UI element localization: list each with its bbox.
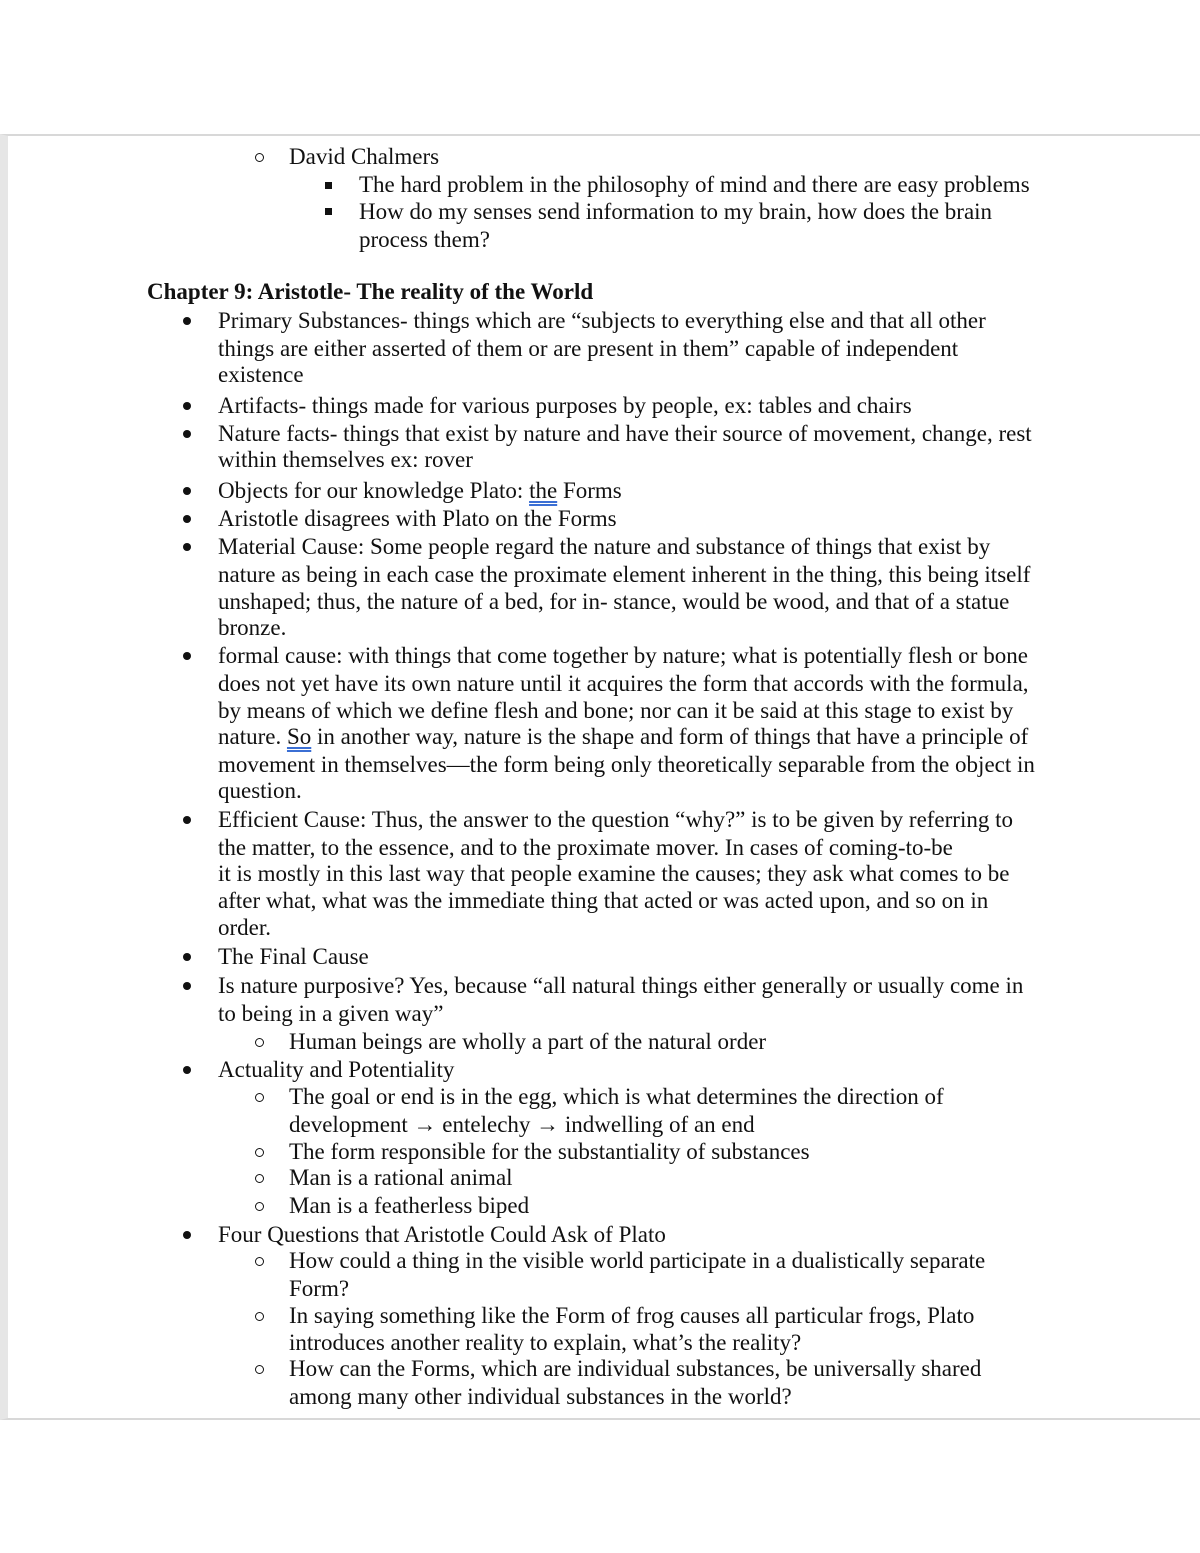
disc-bullet-icon [183,652,191,660]
sub-list-item-line: In saying something like the Form of frog causes all particular frogs, Plato [289,1303,975,1328]
list-item-line: Primary Substances- things which are “subjects to everything else and that all other [218,308,986,333]
list-item-line: Efficient Cause: Thus, the answer to the question “why?” is to be given by referring to [218,807,1013,832]
disc-bullet-icon [183,982,191,990]
disc-bullet-icon [183,317,191,325]
sub-list-item-line: How can the Forms, which are individual substances, be universally shared [289,1356,982,1381]
list-item-line: it is mostly in this last way that people examine the causes; they ask what comes to be [218,861,1010,886]
list-item-line: bronze. [218,615,287,640]
circle-bullet-icon [255,1365,264,1374]
list-item-line: Actuality and Potentiality [218,1057,455,1082]
list-item-line: question. [218,778,302,803]
disc-bullet-icon [183,515,191,523]
sub-list-item-line: introduces another reality to explain, what’s the reality? [289,1330,802,1355]
text-segment: in another way, nature is the shape and form of things that have a principle of [311,724,1029,749]
disc-bullet-icon [183,816,191,824]
circle-bullet-icon [255,1148,264,1157]
circle-bullet-icon [255,1174,264,1183]
disc-bullet-icon [183,487,191,495]
list-item-line: Nature facts- things that exist by nature and have their source of movement, change, rest [218,421,1032,446]
sub-list-item-line: The form responsible for the substantiality of substances [289,1139,810,1164]
sub-sub-item: How do my senses send information to my brain, how does the brain [359,199,993,224]
disc-bullet-icon [183,1231,191,1239]
sub-sub-item-continuation: process them? [359,227,490,252]
list-item-line: movement in themselves—the form being only theoretically separable from the object in [218,752,1035,777]
spellcheck-underlined-word: So [286,724,312,749]
sub-list-item-line: The goal or end is in the egg, which is what determines the direction of [289,1084,944,1109]
text-segment: Objects for our knowledge Plato: [218,478,530,503]
list-item-line [218,724,1028,751]
square-bullet-icon [325,208,332,215]
list-item-line: Four Questions that Aristotle Could Ask of Plato [218,1222,666,1247]
sub-list-item-line: among many other individual substances in the world? [289,1384,792,1409]
list-item-line: Material Cause: Some people regard the nature and substance of things that exist by [218,534,991,559]
circle-bullet-icon [255,1038,264,1047]
sub-sub-item: The hard problem in the philosophy of mind and there are easy problems [359,172,1030,197]
circle-bullet-icon [255,1093,264,1102]
list-item-line: unshaped; thus, the nature of a bed, for in- stance, would be wood, and that of a statue [218,589,1010,614]
list-item-line: Is nature purposive? Yes, because “all natural things either generally or usually come in [218,973,1024,998]
list-item-line: the matter, to the essence, and to the proximate mover. In cases of coming-to-be [218,835,953,860]
sub-list-item-line: development → entelechy → indwelling of an end [289,1112,755,1137]
circle-bullet-icon [255,1202,264,1211]
disc-bullet-icon [183,953,191,961]
list-item-line: The Final Cause [218,944,369,969]
list-item-line: existence [218,362,304,387]
list-item-line: after what, what was the immediate thing that acted or was acted upon, and so on in [218,888,989,913]
list-item-line: Artifacts- things made for various purposes by people, ex: tables and chairs [218,393,912,418]
square-bullet-icon [325,182,332,189]
spellcheck-underlined-word: the [529,478,558,503]
circle-bullet-icon [255,153,264,162]
sub-item-david-chalmers: David Chalmers [289,144,440,169]
disc-bullet-icon [183,543,191,551]
circle-bullet-icon [255,1257,264,1266]
chapter-heading: Chapter 9: Aristotle- The reality of the World [147,279,594,304]
sub-list-item-line: Human beings are wholly a part of the natural order [289,1029,767,1054]
disc-bullet-icon [183,1066,191,1074]
list-item-line: does not yet have its own nature until it acquires the form that accords with the formula, [218,671,1029,696]
list-item-line: within themselves ex: rover [218,447,473,472]
list-item-line: order. [218,915,272,940]
list-item-line: Aristotle disagrees with Plato on the Forms [218,506,617,531]
list-item-line: things are either asserted of them or are present in them” capable of independent [218,336,959,361]
sub-list-item-line: Man is a rational animal [289,1165,513,1190]
list-item-line [218,478,622,505]
list-item-line: to being in a given way” [218,1001,444,1026]
list-item-line: nature as being in each case the proximate element inherent in the thing, this being itself [218,562,1031,587]
disc-bullet-icon [183,430,191,438]
text-segment: Forms [557,478,622,503]
list-item-line: formal cause: with things that come together by nature; what is potentially flesh or bone [218,643,1028,668]
list-item-line: by means of which we define flesh and bone; nor can it be said at this stage to exist by [218,698,1014,723]
circle-bullet-icon [255,1312,264,1321]
sub-list-item-line: Form? [289,1276,350,1301]
text-segment: nature. [218,724,287,749]
disc-bullet-icon [183,402,191,410]
sub-list-item-line: How could a thing in the visible world participate in a dualistically separate [289,1248,986,1273]
sub-list-item-line: Man is a featherless biped [289,1193,530,1218]
